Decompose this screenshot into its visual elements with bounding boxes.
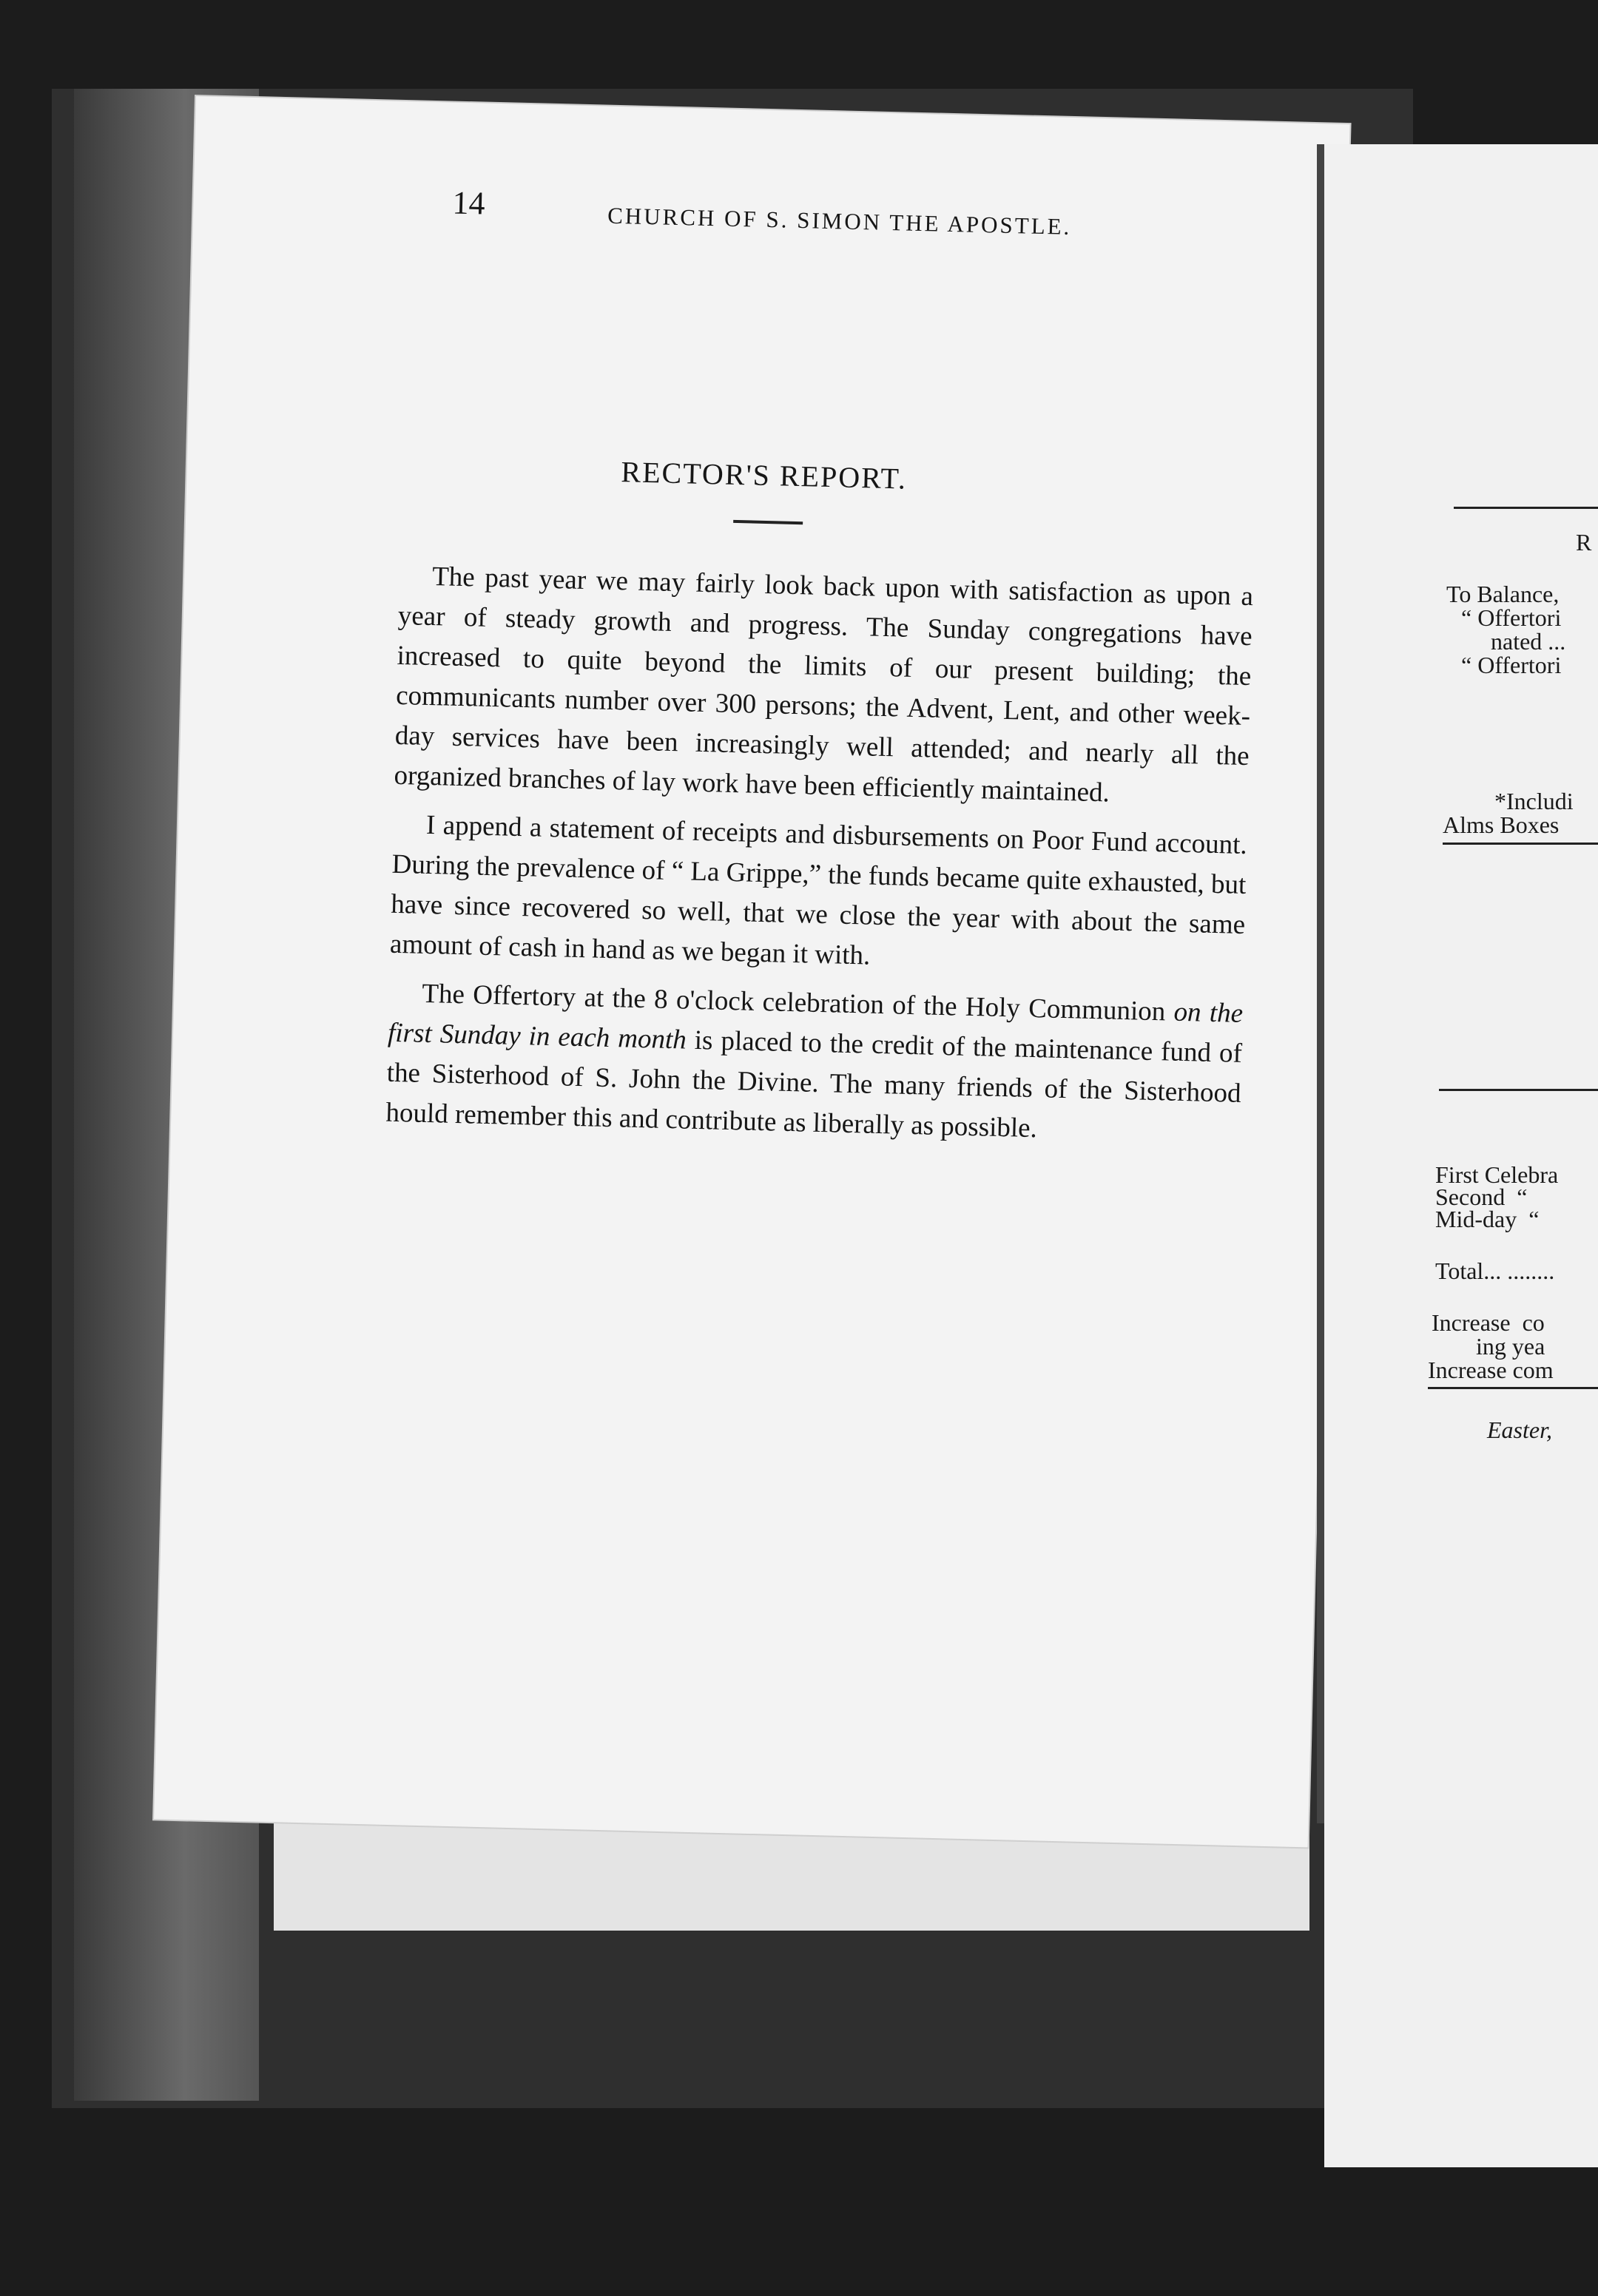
right-mid-rule bbox=[1443, 843, 1598, 845]
note-line: Alms Boxes bbox=[1443, 811, 1560, 838]
right-heading-fragment: R bbox=[1576, 529, 1592, 556]
right-page bbox=[1324, 144, 1598, 1823]
paragraph-1: The past year we may fairly look back upon with satisfaction as upon a year of steady growth and progress. The Sunday congregations have increased to quite beyond the limits of our present building; the communicants number over 300 persons; the Advent, Lent, and other week-day services have been increasingly well attended; and nearly all the organized branches of lay work have been efficiently maintained. bbox=[394, 561, 1254, 808]
right-table-rule bbox=[1439, 1089, 1598, 1091]
total-line: Total... ........ bbox=[1435, 1257, 1555, 1284]
communion-line: Second “ bbox=[1435, 1184, 1528, 1210]
receipt-line: “ Offertori bbox=[1461, 604, 1562, 631]
increase-line: Increase co bbox=[1432, 1309, 1545, 1336]
communion-line: Mid-day “ bbox=[1435, 1206, 1540, 1232]
paragraph-3-start: The Offertory at the 8 o'clock celebration of the Holy Communion bbox=[421, 978, 1175, 1027]
receipt-line: “ Offertori bbox=[1461, 652, 1562, 678]
paragraph-3-emphasis: on the first Sunday in each month bbox=[387, 996, 1244, 1056]
receipt-line: To Balance, bbox=[1446, 581, 1560, 607]
paragraph-3 bbox=[385, 973, 1244, 1154]
note-line: *Includi bbox=[1494, 788, 1574, 814]
paragraph-2: I append a statement of receipts and disbursements on Poor Fund account. During the prevalence of “ La Grippe,” the funds became quite exhausted, but have since recovered so well, that we close the year with about the same amount of cash in hand as we began it with. bbox=[389, 809, 1248, 971]
right-lower-page bbox=[1324, 1820, 1598, 2167]
right-bottom-rule bbox=[1428, 1387, 1598, 1389]
receipt-line: nated ... bbox=[1491, 628, 1566, 655]
left-page bbox=[154, 96, 1349, 1847]
page-number: 14 bbox=[451, 184, 486, 222]
increase-line: ing yea bbox=[1476, 1333, 1545, 1360]
increase-line: Increase com bbox=[1428, 1357, 1554, 1383]
communion-line: First Celebra bbox=[1435, 1161, 1559, 1188]
running-head: CHURCH OF S. SIMON THE APOSTLE. bbox=[607, 202, 1072, 240]
report-body bbox=[385, 556, 1254, 1163]
section-title: RECTOR'S REPORT. bbox=[620, 455, 908, 496]
title-rule bbox=[733, 520, 803, 524]
right-top-rule bbox=[1454, 507, 1598, 509]
paragraph-3-end: is placed to the credit of the maintenance fund of the Sisterhood of S. John the Divine. The many friends of the Sisterhood hould remember this and contribute as liberally as possible. bbox=[385, 1024, 1243, 1144]
date-fragment: Easter, bbox=[1487, 1417, 1552, 1443]
